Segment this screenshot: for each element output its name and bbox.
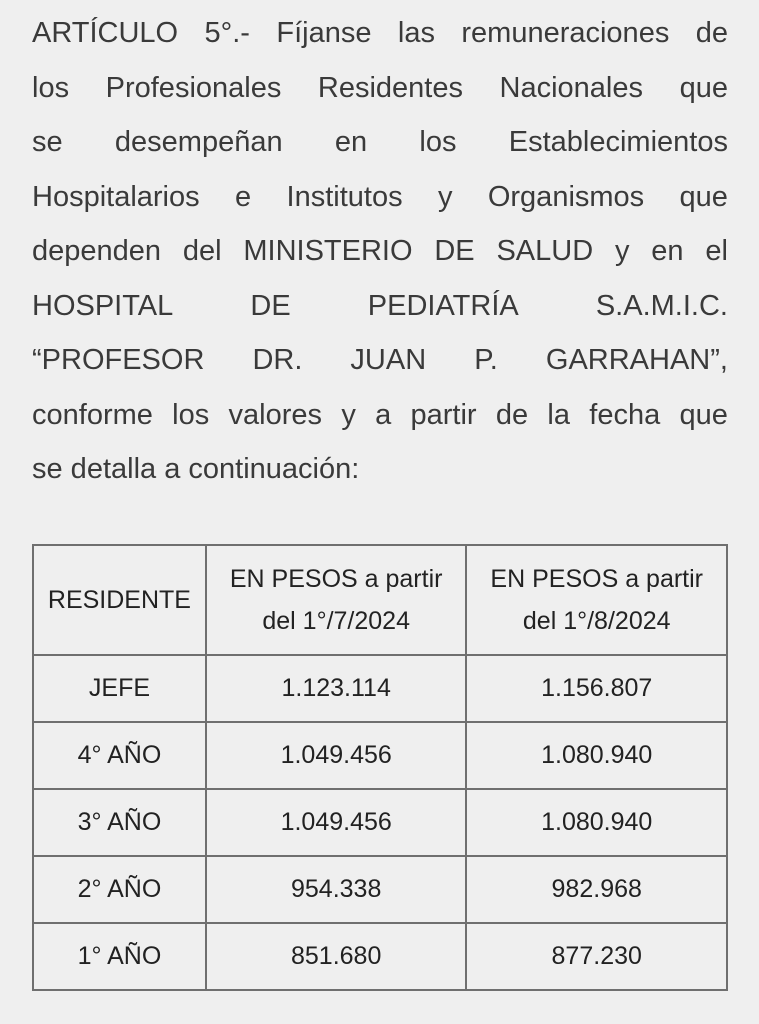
paragraph-word: fecha — [589, 398, 661, 431]
paragraph-word: “PROFESOR — [32, 344, 205, 376]
table-cell: 1.080.940 — [466, 789, 727, 856]
paragraph-word: remuneraciones — [461, 17, 670, 49]
paragraph-word: el — [705, 235, 728, 267]
header-cell-agosto — [466, 545, 727, 655]
paragraph-word: en — [651, 235, 684, 267]
paragraph-word: Profesionales — [105, 71, 282, 104]
paragraph-word: ARTÍCULO — [32, 17, 179, 49]
paragraph-line — [32, 388, 728, 443]
paragraph-line — [32, 61, 728, 116]
paragraph-word: e — [235, 180, 252, 213]
paragraph-word: partir — [410, 398, 477, 431]
paragraph-word: DE — [434, 235, 475, 267]
paragraph-line — [32, 333, 728, 388]
paragraph-word: que — [679, 398, 728, 431]
paragraph-word: DE — [250, 289, 291, 322]
table-cell: 4° AÑO — [33, 722, 206, 789]
table-cell: 2° AÑO — [33, 856, 206, 923]
paragraph-word: 5°.- — [204, 17, 250, 49]
paragraph-line — [32, 279, 728, 334]
table-header-row — [33, 545, 727, 655]
paragraph-word: desempeñan — [114, 126, 283, 158]
table-row — [33, 789, 727, 856]
paragraph-word: de — [695, 17, 728, 49]
table-row — [33, 722, 727, 789]
header-cell-julio — [206, 545, 467, 655]
paragraph-word: la — [547, 398, 570, 431]
paragraph-word: S.A.M.I.C. — [595, 289, 728, 322]
remuneration-table — [32, 544, 728, 991]
article-paragraph — [32, 6, 728, 497]
header-cell-residente — [33, 545, 206, 655]
paragraph-word: en — [334, 126, 368, 158]
table-cell: 877.230 — [466, 923, 727, 990]
paragraph-word: que — [679, 71, 728, 104]
paragraph-word: GARRAHAN”, — [545, 344, 728, 376]
paragraph-line — [32, 170, 728, 225]
table-cell: JEFE — [33, 655, 206, 722]
paragraph-word: los — [32, 71, 70, 104]
table-row — [33, 655, 727, 722]
paragraph-word: P. — [474, 344, 498, 376]
paragraph-word: de — [495, 398, 529, 431]
paragraph-word: dependen — [32, 235, 162, 267]
paragraph-word: MINISTERIO — [243, 235, 413, 267]
paragraph-line — [32, 115, 728, 170]
paragraph-word: valores — [228, 398, 323, 431]
table-row — [33, 923, 727, 990]
paragraph-line: se detalla a continuación: — [32, 453, 360, 485]
table-cell: 1.156.807 — [466, 655, 727, 722]
table-cell: 1° AÑO — [33, 923, 206, 990]
paragraph-word: las — [397, 17, 435, 49]
header-line: EN PESOS a partir — [490, 565, 703, 593]
paragraph-line — [32, 224, 728, 279]
paragraph-word: Organismos — [487, 180, 645, 213]
table-cell: 1.049.456 — [206, 789, 467, 856]
paragraph-word: conforme — [32, 398, 153, 431]
paragraph-word: DR. — [252, 344, 303, 376]
header-line: RESIDENTE — [47, 586, 191, 614]
table-cell: 851.680 — [206, 923, 467, 990]
paragraph-word: que — [679, 180, 728, 213]
paragraph-word: y — [614, 235, 630, 267]
paragraph-word: SALUD — [496, 235, 594, 267]
table-cell: 3° AÑO — [33, 789, 206, 856]
header-line: EN PESOS a partir — [229, 565, 443, 593]
paragraph-word: HOSPITAL — [32, 289, 174, 322]
paragraph-word: los — [419, 126, 457, 158]
paragraph-word: Residentes — [317, 71, 463, 104]
table-row — [33, 856, 727, 923]
paragraph-word: Fíjanse — [276, 17, 372, 49]
paragraph-word: Establecimientos — [508, 126, 728, 158]
header-line: del 1°/8/2024 — [522, 607, 671, 635]
paragraph-word: PEDIATRÍA — [367, 289, 519, 322]
table-cell: 954.338 — [206, 856, 467, 923]
table-cell: 982.968 — [466, 856, 727, 923]
paragraph-word: y — [341, 398, 356, 431]
paragraph-word: y — [437, 180, 453, 213]
paragraph-word: Institutos — [286, 180, 403, 213]
paragraph-word: a — [375, 398, 392, 431]
paragraph-word: los — [172, 398, 210, 431]
table-cell: 1.080.940 — [466, 722, 727, 789]
table-cell: 1.123.114 — [206, 655, 467, 722]
table-cell: 1.049.456 — [206, 722, 467, 789]
paragraph-word: Hospitalarios — [32, 180, 200, 213]
paragraph-line — [32, 6, 728, 61]
header-line: del 1°/7/2024 — [262, 607, 410, 635]
paragraph-word: del — [182, 235, 222, 267]
paragraph-word: se — [32, 126, 63, 158]
paragraph-word: JUAN — [350, 344, 427, 376]
paragraph-word: Nacionales — [499, 71, 644, 104]
